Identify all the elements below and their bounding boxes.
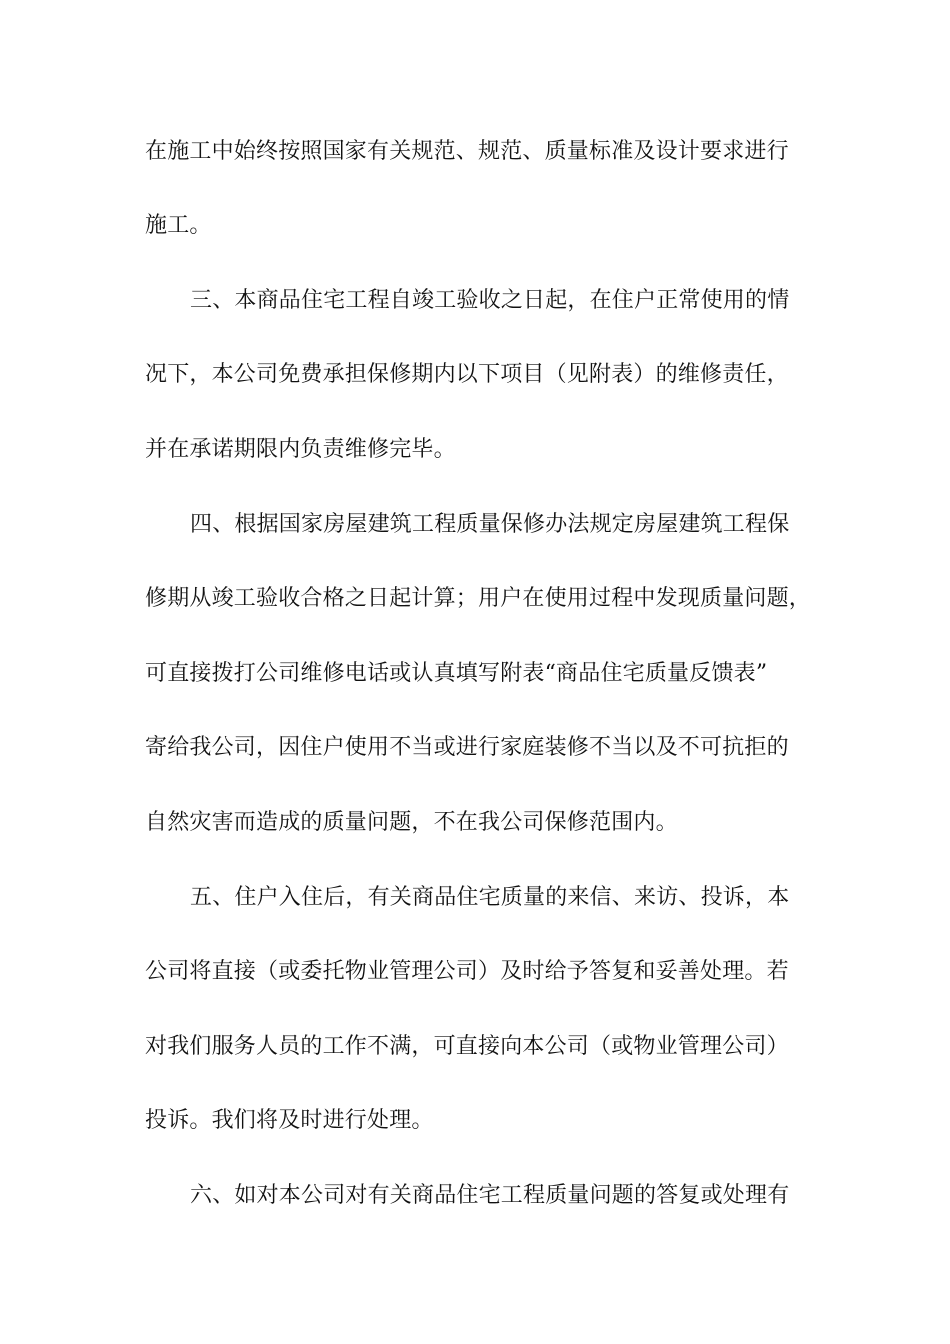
section-five-start: 五、住户入住后，有关商品住宅质量的来信、来访、投诉，本 [190, 885, 790, 910]
paragraph-line: 公司将直接（或委托物业管理公司）及时给予答复和妥善处理。若 [145, 959, 789, 984]
paragraph-line: 并在承诺期限内负责维修完毕。 [145, 437, 456, 462]
paragraph-line: 自然灾害而造成的质量问题，不在我公司保修范围内。 [145, 810, 678, 835]
section-three-start: 三、本商品住宅工程自竣工验收之日起，在住户正常使用的情 [190, 288, 790, 313]
paragraph-line: 对我们服务人员的工作不满，可直接向本公司（或物业管理公司） [145, 1034, 789, 1059]
paragraph-line: 寄给我公司，因住户使用不当或进行家庭装修不当以及不可抗拒的 [145, 735, 789, 760]
paragraph-line: 施工。 [145, 213, 212, 238]
paragraph-line: 可直接拨打公司维修电话或认真填写附表“商品住宅质量反馈表” [145, 661, 768, 686]
paragraph-line: 修期从竣工验收合格之日起计算；用户在使用过程中发现质量问题， [145, 586, 812, 611]
section-four-start: 四、根据国家房屋建筑工程质量保修办法规定房屋建筑工程保 [190, 512, 790, 537]
paragraph-line: 投诉。我们将及时进行处理。 [145, 1108, 434, 1133]
paragraph-line: 况下，本公司免费承担保修期内以下项目（见附表）的维修责任， [145, 362, 789, 387]
paragraph-line: 在施工中始终按照国家有关规范、规范、质量标准及设计要求进行 [145, 139, 789, 164]
section-six-start: 六、如对本公司对有关商品住宅工程质量问题的答复或处理有 [190, 1183, 790, 1208]
